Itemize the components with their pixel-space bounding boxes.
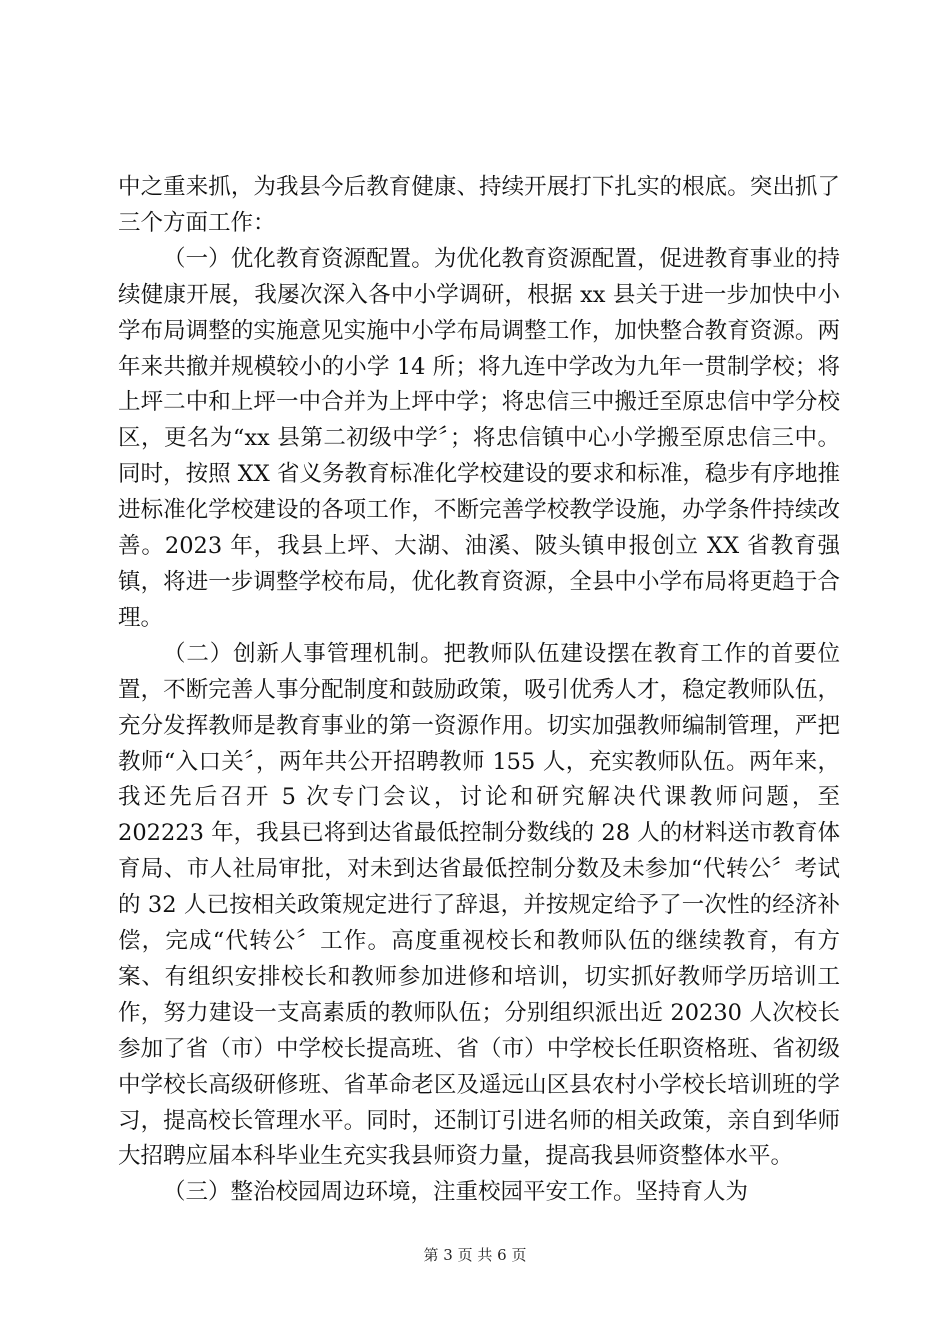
document-body [118, 170, 840, 1211]
paragraph-resource-allocation: （一）优化教育资源配置。为优化教育资源配置，促进教育事业的持续健康开展，我屡次深入各中小学调研，根据 xx 县关于进一步加快中小学布局调整的实施意见实施中小学布局调整工作，加快整合教育资源。两年来共撤并规模较小的小学 14 所；将九连中学改为九年一贯制学校；将上坪二中和上坪一中合并为上坪中学；将忠信三中搬迁至原忠信中学分校区，更名为“xx 县第二初级中学〞；将忠信镇中心小学搬至原忠信三中。同时，按照 XX 省义务教育标准化学校建设的要求和标准，稳步有序地推进标准化学校建设的各项工作，不断完善学校教学设施，办学条件持续改善。2023 年，我县上坪、大湖、油溪、陂头镇申报创立 XX 省教育强镇，将进一步调整学校布局，优化教育资源，全县中小学布局将更趋于合理。 [118, 245, 840, 631]
paragraph-continuation: 中之重来抓，为我县今后教育健康、持续开展打下扎实的根底。突出抓了三个方面工作： [118, 174, 840, 236]
paragraph-personnel-management: （二）创新人事管理机制。把教师队伍建设摆在教育工作的首要位置，不断完善人事分配制度和鼓励政策，吸引优秀人才，稳定教师队伍，充分发挥教师是教育事业的第一资源作用。切实加强教师编制管理，严把教师“入口关〞，两年共公开招聘教师 155 人，充实教师队伍。两年来，我还先后召开 5 次专门会议，讨论和研究解决代课教师问题，至 202223 年，我县已将到达省最低控制分数线的 28 人的材料送市教育体育局、市人社局审批，对未到达省最低控制分数及未参加“代转公〞考试的 32 人已按相关政策规定进行了辞退，并按规定给予了一次性的经济补偿，完成“代转公〞工作。高度重视校长和教师队伍的继续教育，有方案、有组织安排校长和教师参加进修和培训，切实抓好教师学历培训工作，努力建设一支高素质的教师队伍；分别组织派出近 20230 人次校长参加了省（市）中学校长提高班、省（市）中学校长任职资格班、省初级中学校长高级研修班、省革命老区及遥远山区县农村小学校长培训班的学习，提高校长管理水平。同时，还制订引进名师的相关政策，亲自到华师大招聘应届本科毕业生充实我县师资力量，提高我县师资整体水平。 [118, 640, 840, 1170]
page-footer: 第 3 页 共 6 页 [423, 1246, 527, 1264]
paragraph-campus-environment: （三）整治校园周边环境，注重校园平安工作。坚持育人为 [163, 1179, 749, 1206]
